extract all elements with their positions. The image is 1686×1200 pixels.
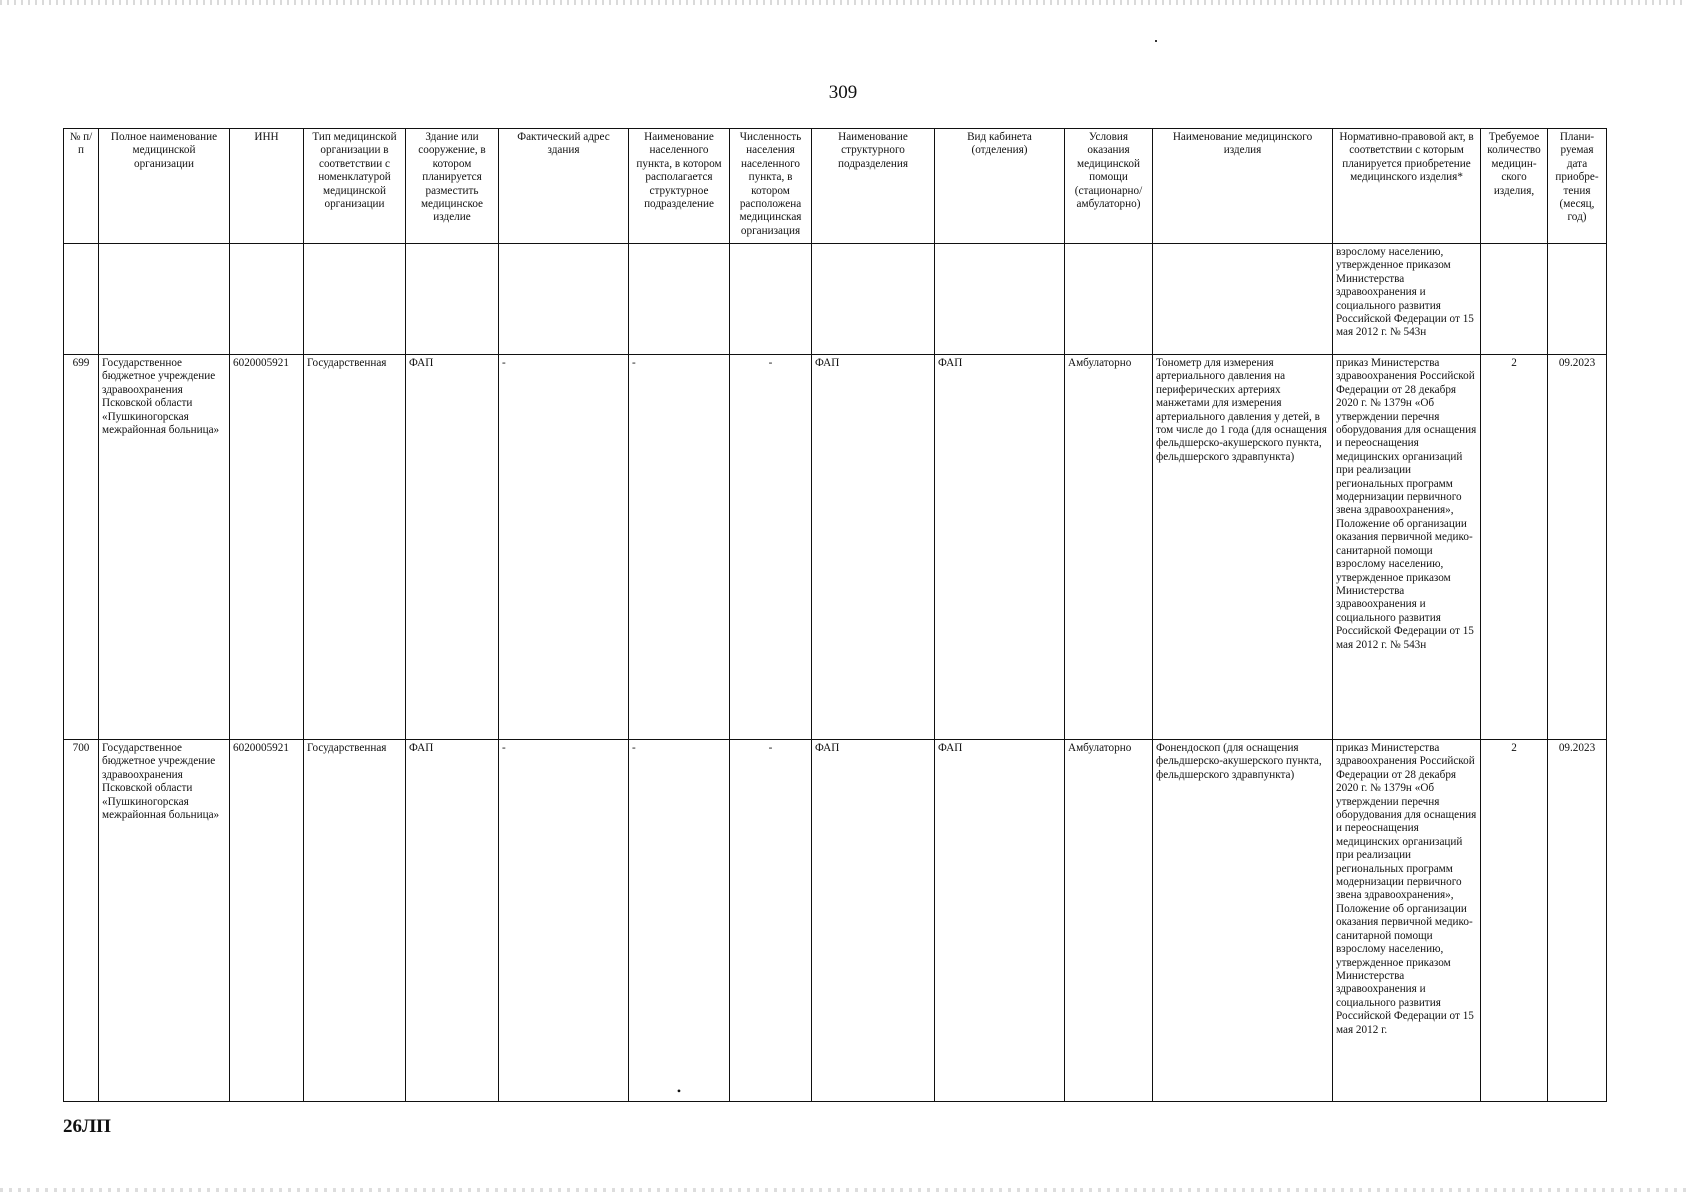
cell-settlement [629,740,730,1102]
cell-org: Государственное бюджетное учреждение здравоохранения Псковской области «Пушкиногорская межрайонная больница» [99,740,230,1102]
table-cell [230,244,304,355]
cell-device: Фонендоскоп (для оснащения фельдшерско-акушерского пункта, фельдшерского здравпункта) [1153,740,1333,1102]
cell-act: приказ Министерства здравоохранения Российской Федерации от 28 декабря 2020 г. № 1379н «Об утверждении перечня оборудования для оснащения и переоснащения медицинских организаций при реализации региональных программ модернизации первичного звена здравоохранения», Положение об организации оказания первичной медико-санитарной помощи взрослому населению, утвержденное приказом Министерства здравоохранения и социального развития Российской Федерации от 15 мая 2012 г. № 543н [1333,355,1481,740]
table-cell [304,244,406,355]
table-row-continuation [64,244,1607,355]
table-header-row [64,129,1607,244]
cell-cabinet: ФАП [935,355,1065,740]
table-cell [1153,244,1333,355]
table-cell [629,244,730,355]
column-header: № п/п [64,129,99,244]
table-cell [99,244,230,355]
column-header: Нормативно-правовой акт, в соответствии с которым планируется приобретение медицинского изделия* [1333,129,1481,244]
cell-act: приказ Министерства здравоохранения Российской Федерации от 28 декабря 2020 г. № 1379н «Об утверждении перечня оборудования для оснащения и переоснащения медицинских организаций при реализации региональных программ модернизации первичного звена здравоохранения», Положение об организации оказания первичной медико-санитарной помощи взрослому населению, утвержденное приказом Министерства здравоохранения и социального развития Российской Федерации от 15 мая 2012 г. [1333,740,1481,1102]
cell-inn: 6020005921 [230,355,304,740]
cell-address: - [499,740,629,1102]
column-header: Требуемое количество медицин-ского изделия, [1481,129,1548,244]
scan-edge-top [0,0,1686,5]
table-cell [406,244,499,355]
table-cell [935,244,1065,355]
column-header: Вид кабинета (отделения) [935,129,1065,244]
cell-unit: ФАП [812,740,935,1102]
medical-equipment-table [63,128,1607,1102]
scan-edge-bottom [0,1188,1686,1192]
column-header: Плани-руемая дата приобре-тения (месяц, год) [1548,129,1607,244]
footer-code: 26ЛП [63,1116,111,1137]
cell-population: - [730,355,812,740]
cell-num: 700 [64,740,99,1102]
table-cell [64,244,99,355]
cell-qty: 2 [1481,740,1548,1102]
cell-conditions: Амбулаторно [1065,740,1153,1102]
cell-date: 09.2023 [1548,355,1607,740]
cell-inn: 6020005921 [230,740,304,1102]
cell-cabinet: ФАП [935,740,1065,1102]
column-header: Численность населения населенного пункта, в котором расположена медицинская организация [730,129,812,244]
cell-settlement-text: - [632,742,636,754]
cell-conditions: Амбулаторно [1065,355,1153,740]
table-cell [730,244,812,355]
table-cell [1481,244,1548,355]
table-row [64,355,1607,740]
cell-date: 09.2023 [1548,740,1607,1102]
cell-address: - [499,355,629,740]
column-header: Фактический адрес здания [499,129,629,244]
scan-speck [1155,40,1157,42]
cell-unit: ФАП [812,355,935,740]
cell-settlement: - [629,355,730,740]
page-number: 309 [828,82,858,103]
table-cell [812,244,935,355]
table-cell [1548,244,1607,355]
column-header: Условия оказания медицинской помощи (стационарно/ амбулаторно) [1065,129,1153,244]
cell-qty: 2 [1481,355,1548,740]
cell-type: Государственная [304,355,406,740]
table-cell [499,244,629,355]
column-header: Наименование медицинского изделия [1153,129,1333,244]
column-header: Полное наименование медицинской организации [99,129,230,244]
cell-act: взрослому населению, утвержденное приказом Министерства здравоохранения и социального развития Российской Федерации от 15 мая 2012 г. № 543н [1333,244,1481,355]
table-row [64,740,1607,1102]
cell-org: Государственное бюджетное учреждение здравоохранения Псковской области «Пушкиногорская межрайонная больница» [99,355,230,740]
cell-num: 699 [64,355,99,740]
column-header: Здание или сооружение, в котором планируется разместить медицинское изделие [406,129,499,244]
column-header: Наименование населенного пункта, в котором располагается структурное подразделение [629,129,730,244]
cell-building: ФАП [406,355,499,740]
cell-population: - [730,740,812,1102]
scan-dot: • [676,1084,682,1099]
column-header: Тип медицинской организации в соответствии с номенклатурой медицинской организации [304,129,406,244]
column-header: ИНН [230,129,304,244]
cell-type: Государственная [304,740,406,1102]
table-cell [1065,244,1153,355]
cell-building: ФАП [406,740,499,1102]
cell-device: Тонометр для измерения артериального давления на периферических артериях манжетами для измерения артериального давления у детей, в том числе до 1 года (для оснащения фельдшерско-акушерского пункта, фельдшерского здравпункта) [1153,355,1333,740]
column-header: Наименование структурного подразделения [812,129,935,244]
